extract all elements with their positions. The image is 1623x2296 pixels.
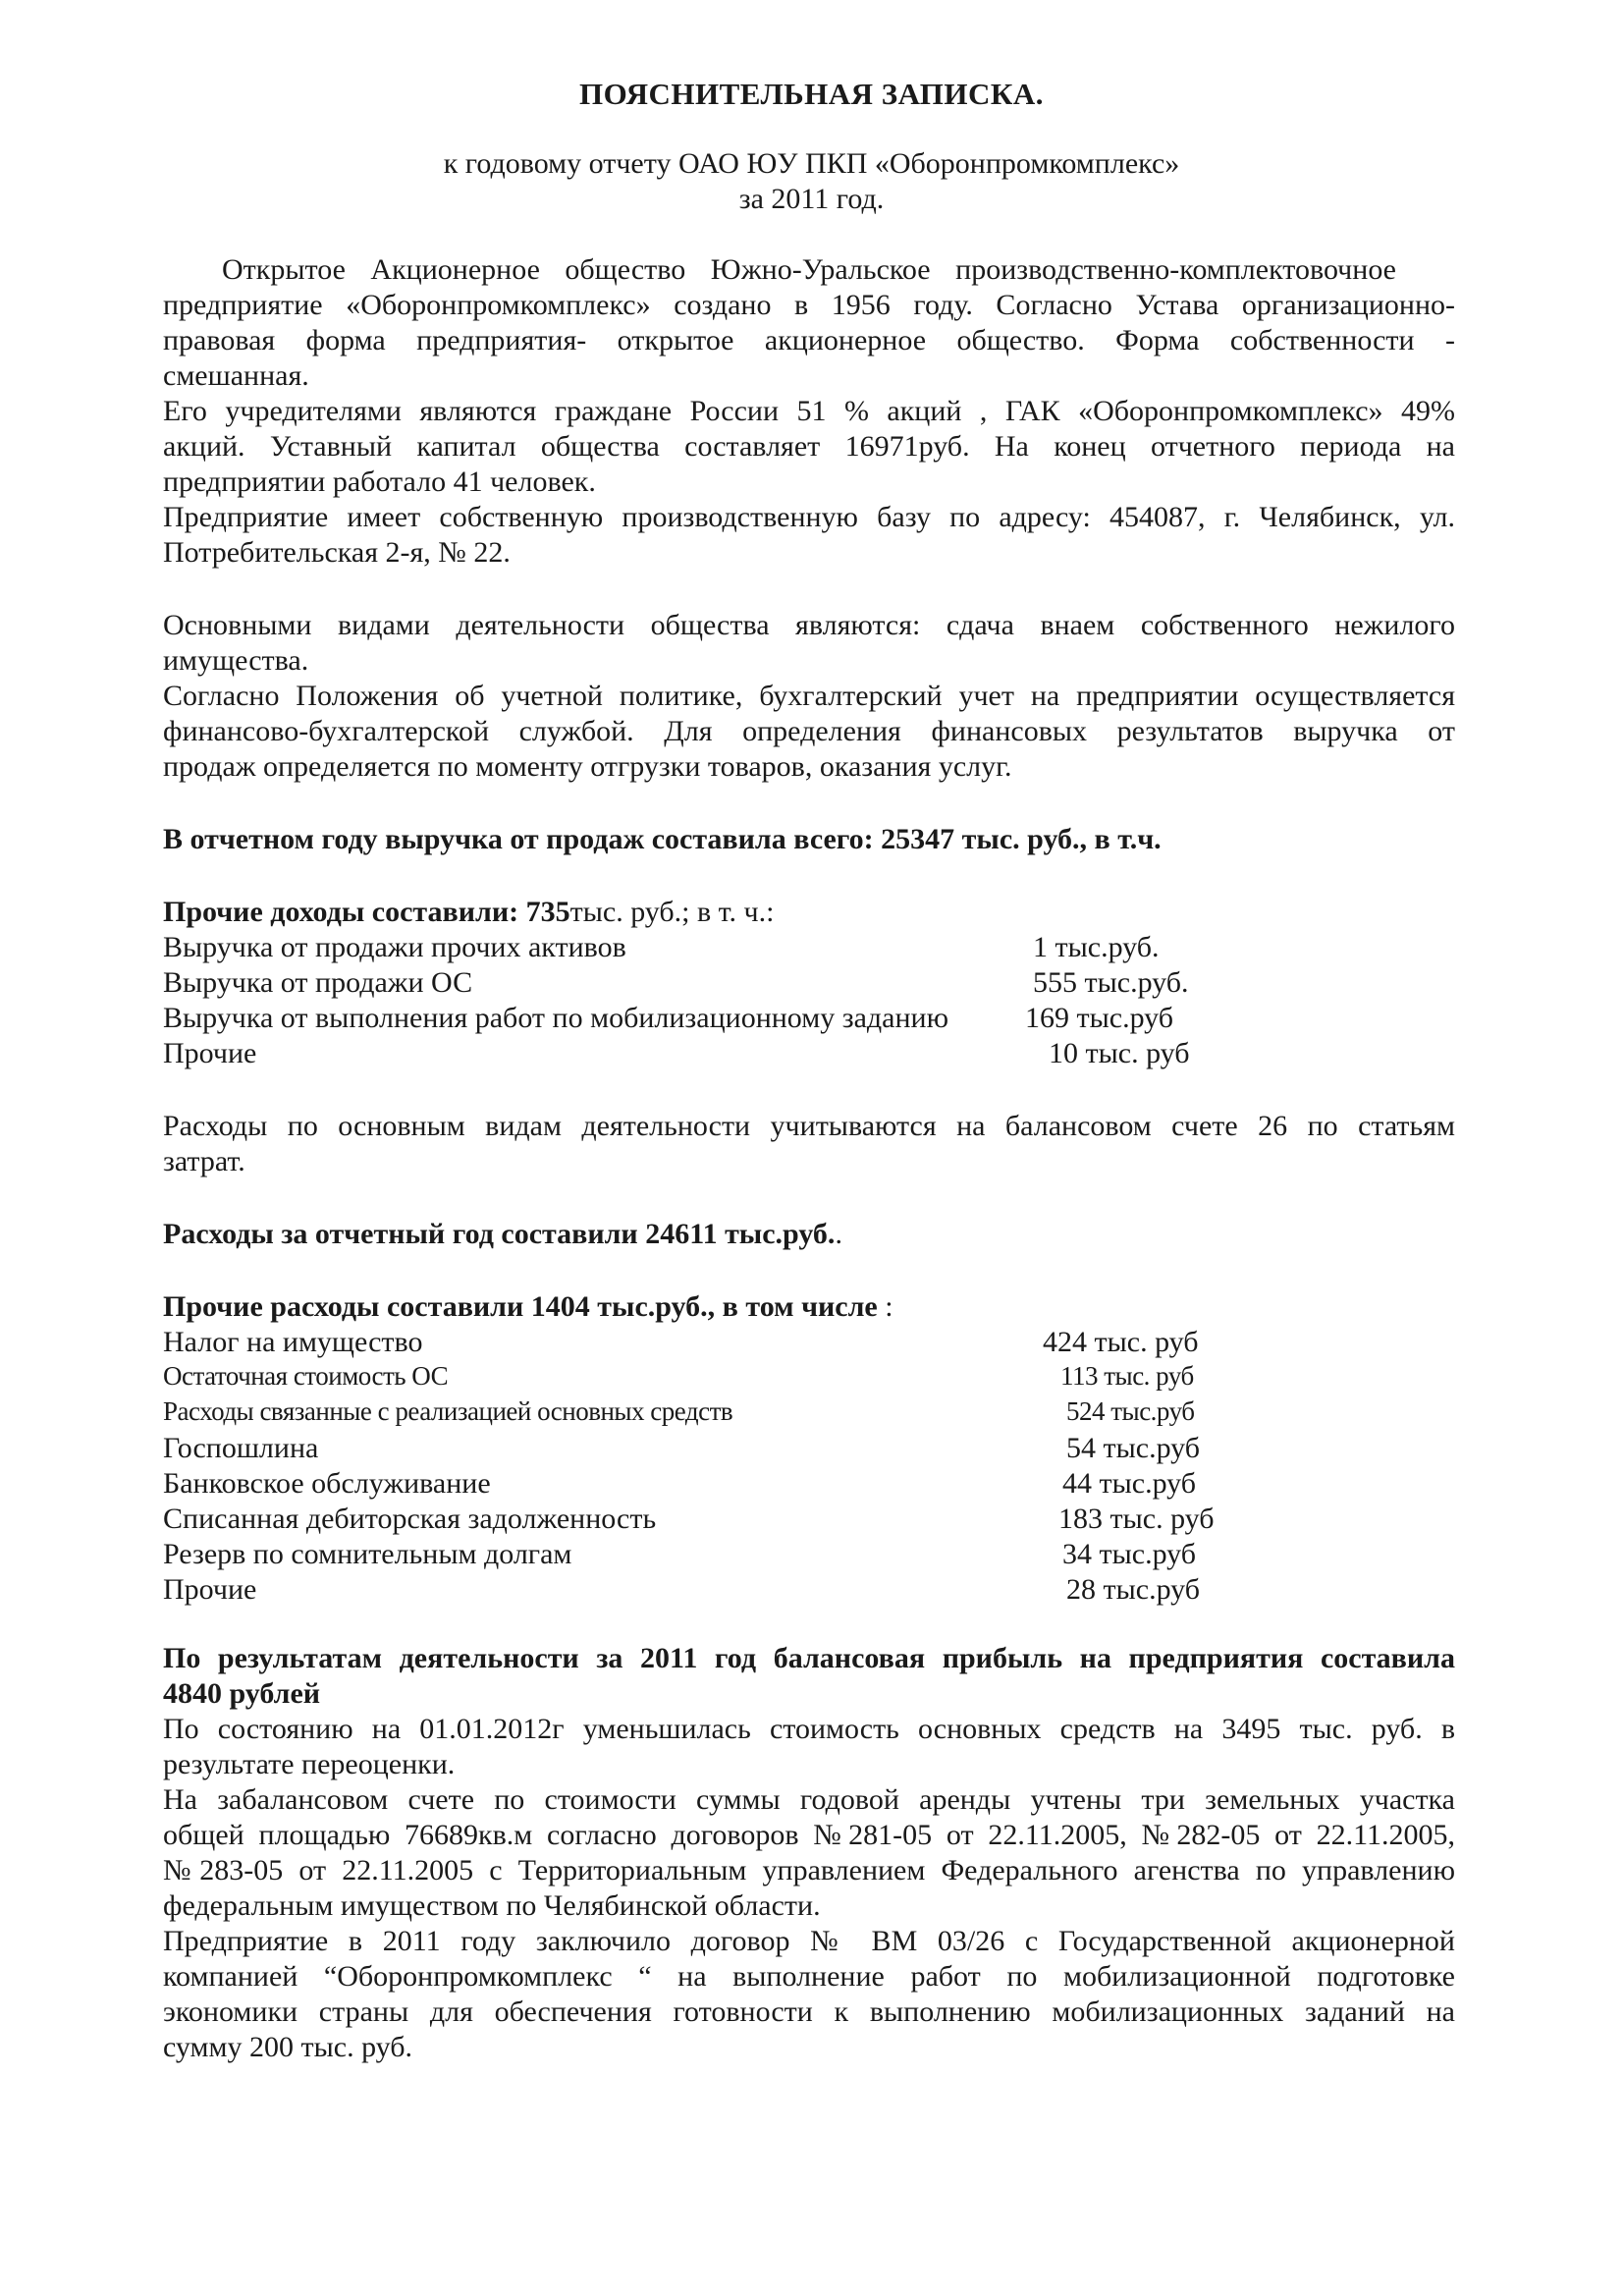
final-line: сумму 200 тыс. руб. [163, 2031, 413, 2063]
other-income-label: Выручка от продажи прочих активов [163, 931, 626, 963]
other-income-heading-rest: тыс. руб.; в т. ч.: [569, 896, 775, 928]
other-expense-value: 34 тыс.руб [1062, 1538, 1197, 1570]
final-line: №283-05 от 22.11.2005 с Территориальным управлением Федерального агенства по управлению [163, 1854, 1455, 1886]
other-income-label: Прочие [163, 1037, 257, 1069]
other-expense-value: 424 тыс. руб [1043, 1326, 1199, 1358]
intro-line: Открытое Акционерное общество Южно-Уральское производственно-комплектовочное [222, 253, 1396, 286]
final-line: результате переоценки. [163, 1748, 456, 1780]
final-line: федеральным имуществом по Челябинской области. [163, 1889, 821, 1922]
final-line: Предприятие в 2011 году заключило договор № ВМ 03/26 с Государственной акционерной [163, 1925, 1455, 1957]
intro-line: предприятие «Оборонпромкомплекс» создано в 1956 году. Согласно Устава организационно- [163, 289, 1455, 321]
profit-heading-line: По результатам деятельности за 2011 год балансовая прибыль на предприятия составила [163, 1642, 1455, 1674]
final-line: На забалансовом счете по стоимости суммы годовой аренды учтены три земельных участка [163, 1783, 1455, 1816]
intro-line: Предприятие имеет собственную производственную базу по адресу: 454087, г. Челябинск, ул. [163, 501, 1455, 533]
other-income-heading [163, 896, 774, 929]
other-expense-value: 28 тыс.руб [1066, 1573, 1201, 1606]
other-income-label: Выручка от продажи ОС [163, 966, 473, 999]
other-expense-value: 44 тыс.руб [1062, 1467, 1197, 1500]
other-expense-value: 183 тыс. руб [1058, 1503, 1215, 1535]
intro-line: Его учредителями являются граждане России 51 % акций , ГАК «Оборонпромкомплекс» 49% [163, 395, 1455, 427]
other-expense-label: Расходы связанные с реализацией основных средств [163, 1396, 733, 1426]
expenses-note-line: Расходы по основным видам деятельности учитываются на балансовом счете 26 по статьям [163, 1110, 1455, 1142]
other-income-value: 10 тыс. руб [1049, 1037, 1190, 1069]
activity-line: имущества. [163, 644, 309, 677]
revenue-heading: В отчетном году выручка от продаж составила всего: 25347 тыс. руб., в т.ч. [163, 823, 1162, 855]
activity-line: финансово-бухгалтерской службой. Для определения финансовых результатов выручка от [163, 715, 1455, 747]
other-expenses-heading-tail: : [877, 1290, 893, 1323]
final-line: компанией “Оборонпромкомплекс “ на выполнение работ по мобилизационной подготовке [163, 1960, 1455, 1993]
expenses-heading-bold: Расходы за отчетный год составили 24611 тыс.руб. [163, 1218, 836, 1250]
profit-heading-line: 4840 рублей [163, 1677, 321, 1710]
expenses-note-line: затрат. [163, 1145, 245, 1177]
other-income-value: 1 тыс.руб. [1033, 931, 1160, 963]
other-expense-label: Госпошлина [163, 1432, 319, 1464]
other-expense-value: 54 тыс.руб [1066, 1432, 1201, 1464]
intro-line: смешанная. [163, 359, 309, 392]
final-line: общей площадью 76689кв.м согласно договоров №281-05 от 22.11.2005, №282-05 от 22.11.2005, [163, 1819, 1455, 1851]
other-expense-label: Налог на имущество [163, 1326, 423, 1358]
other-expense-label: Банковское обслуживание [163, 1467, 491, 1500]
other-expense-label: Прочие [163, 1573, 257, 1606]
other-expenses-heading [163, 1290, 893, 1324]
other-income-value: 169 тыс.руб [1025, 1002, 1174, 1034]
activity-line: продаж определяется по моменту отгрузки товаров, оказания услуг. [163, 750, 1012, 783]
other-income-label: Выручка от выполнения работ по мобилизационному заданию [163, 1002, 948, 1034]
intro-line: предприятии работало 41 человек. [163, 465, 596, 498]
activity-line: Основными видами деятельности общества являются: сдача внаем собственного нежилого [163, 609, 1455, 641]
other-expense-value: 524 тыс.руб [1066, 1396, 1195, 1426]
intro-line: Потребительская 2-я, № 22. [163, 536, 511, 569]
other-expenses-heading-bold: Прочие расходы составили 1404 тыс.руб., в том числе [163, 1290, 878, 1323]
expenses-heading-tail: . [835, 1218, 842, 1250]
document-title: ПОЯСНИТЕЛЬНАЯ ЗАПИСКА. [578, 77, 1045, 111]
other-expense-label: Списанная дебиторская задолженность [163, 1503, 657, 1535]
final-line: экономики страны для обеспечения готовности к выполнению мобилизационных заданий на [163, 1995, 1455, 2028]
other-expense-value: 113 тыс. руб [1060, 1361, 1194, 1391]
other-expense-label: Остаточная стоимость ОС [163, 1361, 449, 1391]
expenses-heading [163, 1218, 842, 1251]
document-subtitle-report: к годовому отчету ОАО ЮУ ПКП «Оборонпромкомплекс» [443, 147, 1180, 180]
other-income-value: 555 тыс.руб. [1033, 966, 1189, 999]
final-line: По состоянию на 01.01.2012г уменьшилась стоимость основных средств на 3495 тыс. руб. в [163, 1713, 1455, 1745]
document-subtitle-year: за 2011 год. [738, 183, 885, 215]
activity-line: Согласно Положения об учетной политике, бухгалтерский учет на предприятии осуществляется [163, 680, 1455, 712]
intro-line: акций. Уставный капитал общества составляет 16971руб. На конец отчетного периода на [163, 430, 1455, 463]
other-expense-label: Резерв по сомнительным долгам [163, 1538, 572, 1570]
intro-line: правовая форма предприятия- открытое акционерное общество. Форма собственности - [163, 324, 1455, 356]
other-income-heading-bold: Прочие доходы составили: 735 [163, 896, 570, 928]
